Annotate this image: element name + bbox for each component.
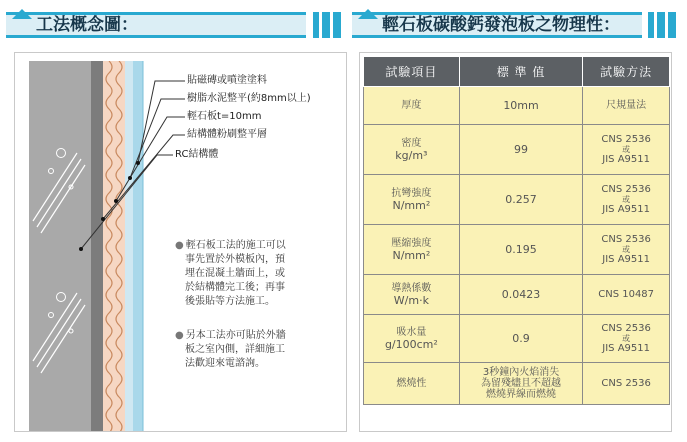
construction-note-1: ● 輕石板工法的施工可以 事先置於外模板內，預 埋在混凝土牆面上，或 於結構體完工後；再事 後張貼等方法施工。 — [175, 240, 286, 307]
cell-test-item — [364, 125, 460, 175]
left-section-title: 工法概念圖： — [6, 12, 306, 38]
test-item-unit: kg/m³ — [395, 148, 428, 162]
cell-test-item — [364, 225, 460, 275]
cell-standard-value — [459, 125, 583, 175]
method-standard: JIS A9511 — [602, 154, 650, 165]
test-item-label: 燃燒性 — [396, 377, 427, 389]
cell-test-item — [364, 315, 460, 363]
cell-standard-value — [459, 225, 583, 275]
cell-standard-value — [459, 363, 583, 405]
test-item-label: 厚度 — [401, 99, 422, 111]
cell-test-item — [364, 175, 460, 225]
method-standard: CNS 2536 — [601, 323, 651, 334]
standard-value: 99 — [514, 142, 529, 156]
cell-test-method — [583, 87, 670, 125]
table-row — [364, 315, 670, 363]
table-row — [364, 125, 670, 175]
header-bars-icon — [648, 12, 676, 38]
header-standard-value: 標 準 值 — [459, 57, 583, 87]
standard-value: 10mm — [503, 98, 539, 112]
wall-section-diagram — [29, 61, 149, 431]
test-item-label: 壓縮強度 — [391, 237, 432, 249]
method-or: 或 — [622, 145, 631, 154]
value-line: 為留殘燼且不超越 — [481, 378, 562, 389]
cell-test-method — [583, 275, 670, 315]
bullet-icon: ● — [175, 330, 184, 341]
table-row — [364, 225, 670, 275]
table-row — [364, 275, 670, 315]
cell-test-method — [583, 175, 670, 225]
test-item-unit: W/m·k — [393, 293, 429, 307]
table-header-row — [364, 57, 670, 87]
header-test-method: 試驗方法 — [583, 57, 670, 87]
test-item-label: 導熱係數 — [391, 282, 432, 294]
header-bars-icon — [313, 12, 341, 38]
header-test-item: 試驗項目 — [364, 57, 460, 87]
physical-properties-panel — [359, 52, 672, 432]
cell-test-item — [364, 87, 460, 125]
standard-value: 0.257 — [505, 192, 537, 206]
bullet-icon: ● — [175, 240, 184, 251]
cell-standard-value — [459, 175, 583, 225]
cell-test-method — [583, 225, 670, 275]
callout-pumice-board: 輕石板t=10mm — [187, 111, 262, 122]
right-section-title: 輕石板碳酸鈣發泡板之物理性： — [352, 12, 642, 38]
standard-value: 0.0423 — [501, 287, 541, 301]
standard-value: 0.9 — [512, 331, 530, 345]
method-standard: JIS A9511 — [602, 254, 650, 265]
method-or: 或 — [622, 334, 631, 343]
method-standard: 尺規量法 — [606, 100, 647, 111]
callout-resin-cement: 樹脂水泥整平(約8mm以上) — [187, 93, 311, 104]
table-row — [364, 175, 670, 225]
callout-finish-layer: 貼磁磚或噴塗塗料 — [187, 75, 267, 86]
callout-rc-structure: RC結構體 — [175, 149, 219, 160]
cell-standard-value — [459, 87, 583, 125]
standard-value: 0.195 — [505, 242, 537, 256]
value-line: 3秒鐘內火焰消失 — [482, 367, 560, 378]
cell-test-item — [364, 363, 460, 405]
table-row — [364, 87, 670, 125]
cell-test-method — [583, 315, 670, 363]
cell-test-method — [583, 125, 670, 175]
method-standard: JIS A9511 — [602, 343, 650, 354]
value-line: 燃燒界線而燃燒 — [486, 389, 557, 400]
test-item-label: 抗彎強度 — [391, 187, 432, 199]
table-row — [364, 363, 670, 405]
test-item-label: 密度 — [401, 137, 422, 149]
callout-plaster-layer: 結構體粉刷整平層 — [187, 129, 267, 140]
construction-diagram-panel — [14, 52, 347, 432]
cell-test-item — [364, 275, 460, 315]
right-section-header — [352, 8, 687, 42]
method-standard: CNS 2536 — [601, 184, 651, 195]
cell-test-method — [583, 363, 670, 405]
method-or: 或 — [622, 195, 631, 204]
test-item-label: 吸水量 — [396, 326, 427, 338]
test-item-unit: N/mm² — [392, 248, 431, 262]
method-or: 或 — [622, 245, 631, 254]
construction-note-2: ● 另本工法亦可貼於外牆 板之室內側，詳細施工 法歡迎來電諮詢。 — [175, 330, 286, 369]
test-item-unit: g/100cm² — [384, 337, 438, 351]
cell-standard-value — [459, 275, 583, 315]
method-standard: CNS 2536 — [601, 234, 651, 245]
method-standard: JIS A9511 — [602, 204, 650, 215]
test-item-unit: N/mm² — [392, 198, 431, 212]
left-section-header — [0, 8, 347, 42]
cell-standard-value — [459, 315, 583, 363]
method-standard: CNS 2536 — [601, 378, 651, 389]
method-standard: CNS 10487 — [598, 289, 655, 300]
physical-properties-table — [363, 56, 670, 405]
method-standard: CNS 2536 — [601, 134, 651, 145]
